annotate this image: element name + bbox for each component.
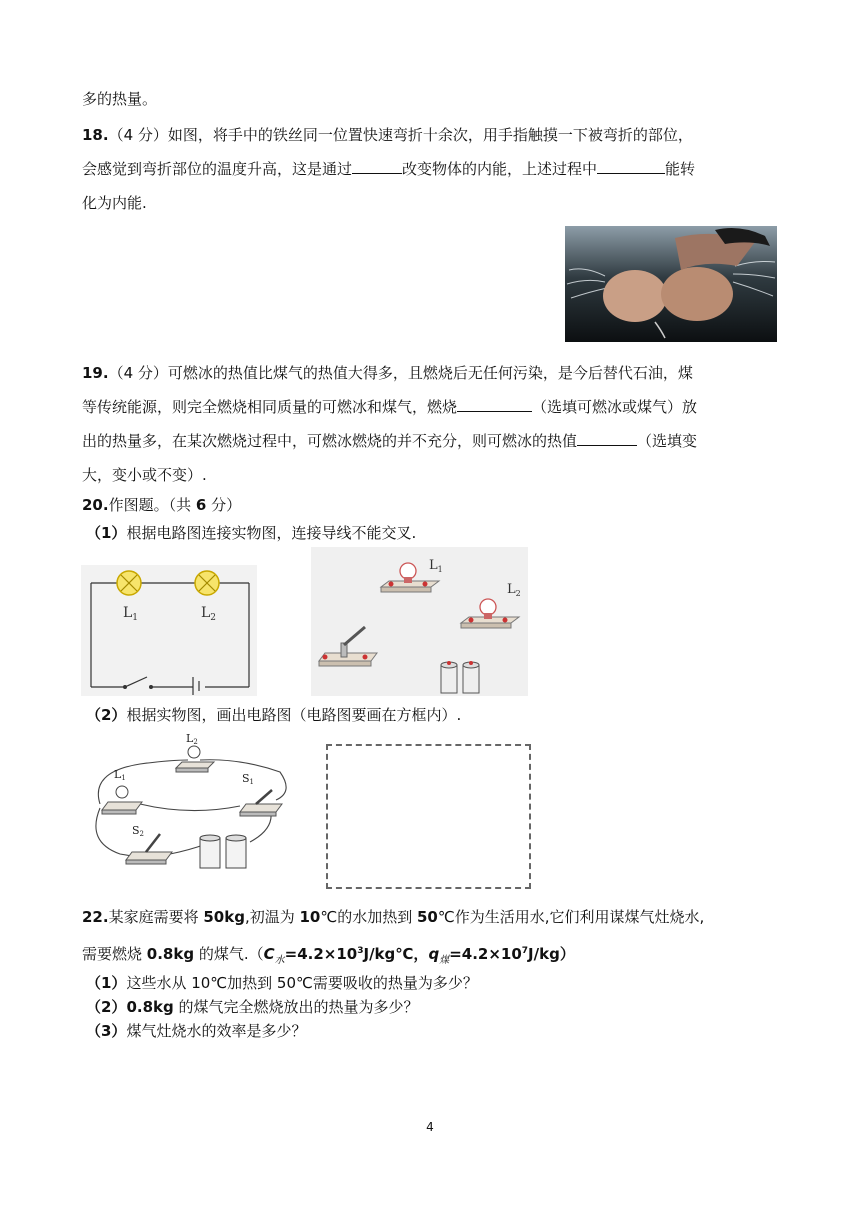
q20-score-a: （共: [168, 496, 196, 514]
q19-number: 19.: [82, 364, 109, 382]
q22-temp-start: 10: [299, 908, 321, 926]
q22-sub1-num: （1）: [86, 974, 127, 992]
q22-text-a: 某家庭需要将: [108, 908, 204, 926]
q19-line2: [82, 396, 697, 418]
bulb-board-l2: [461, 582, 521, 628]
q22-sub1-text: 这些水从 10℃加热到 50℃需要吸收的热量为多少？: [126, 974, 478, 992]
bulb-board-l1: [381, 558, 443, 592]
label-l1: $L_1$: [123, 605, 139, 623]
q18-number: 18.: [82, 126, 109, 144]
q18-line1: [82, 124, 693, 146]
q19-line4: 大，变小或不变）.: [82, 466, 207, 484]
specific-heat-unit: J/kg℃，: [363, 945, 429, 963]
heat-value-sub: 煤: [439, 955, 450, 966]
q19-text: 可燃冰的热值比煤气的热值大得多，且燃烧后无任何污染，是今后替代石油，煤: [167, 364, 693, 382]
hands-bending-wire-photo: [565, 226, 777, 342]
svg-text:S1: S1: [242, 772, 255, 786]
physical-circuit-2: [80, 732, 296, 878]
q20-part1-text: 根据电路图连接实物图，连接导线不能交叉.: [126, 524, 417, 542]
q19-score: （4 分）: [108, 364, 168, 382]
q22-text-g: ℃作为生活用水,它们利用谋煤气灶烧水,: [437, 908, 705, 926]
q22-sub2-text: 的煤气完全燃烧放出的热量为多少？: [173, 998, 419, 1016]
page-number: 4: [426, 1120, 434, 1134]
physical-components-1: [311, 547, 528, 696]
q19-blank-1[interactable]: [457, 397, 532, 412]
q22-sub3: [86, 1020, 306, 1042]
svg-text:L2: L2: [186, 732, 198, 746]
q18-text-a: 会感觉到弯折部位的温度升高，这是通过: [82, 160, 353, 178]
svg-text:L1: $L_1$: [429, 558, 443, 574]
q19-line3: [82, 430, 697, 452]
q18-text: 如图，将手中的铁丝同一位置快速弯折十余次，用手指触摸一下被弯折的部位，: [167, 126, 693, 144]
q20-part2: [86, 704, 461, 726]
svg-text:L2: $L_2$: [507, 582, 521, 598]
q18-blank-1[interactable]: [352, 159, 402, 174]
switch-s1: [240, 772, 282, 816]
q22-mass: 50kg: [203, 908, 245, 926]
q20-title: [82, 494, 241, 516]
svg-text:L1: L1: [114, 768, 126, 782]
q22-gas-mass: 0.8kg: [146, 945, 195, 963]
q18-text-b: 改变物体的内能，上述过程中: [402, 160, 598, 178]
heat-value-value: =4.2×10: [449, 945, 522, 963]
heat-value-symbol: q: [428, 945, 440, 963]
battery-pair: [441, 661, 479, 693]
q22-number: 22.: [82, 908, 109, 926]
q20-score-b: 分）: [206, 496, 242, 514]
bulb-l2-icon: [195, 571, 219, 595]
switch-s2: [126, 824, 172, 864]
q22-sub2: [86, 996, 419, 1018]
q22-text-e: ℃的水加热到: [320, 908, 417, 926]
specific-heat-value: =4.2×10: [284, 945, 358, 963]
q19-text-d: （选填变: [637, 432, 698, 450]
label-l2: $L_2$: [201, 605, 217, 623]
svg-text:S2: S2: [132, 824, 145, 838]
q20-number: 20.: [82, 496, 109, 514]
bulb-l1-icon: [117, 571, 141, 595]
circuit-diagram-1: [81, 565, 257, 696]
q20-part1: [86, 522, 416, 544]
q22-line2: [82, 940, 575, 972]
q20-part1-num: （1）: [86, 524, 127, 542]
q22-text-c: ,初温为: [244, 908, 300, 926]
q20-title-text: 作图题。: [108, 496, 169, 514]
q18-line2: [82, 158, 695, 180]
q22-text-2c: 的煤气.（: [194, 945, 264, 963]
q19-blank-2[interactable]: [577, 431, 637, 446]
q22-sub3-text: 煤气灶烧水的效率是多少？: [126, 1022, 307, 1040]
q22-sub2-num: （2）: [86, 998, 127, 1016]
specific-heat-sub: 水: [274, 955, 285, 966]
heat-value-unit: J/kg）: [528, 945, 575, 963]
q19-line1: [82, 362, 693, 384]
q20-score-num: 6: [195, 496, 207, 514]
q19-text-c: 出的热量多，在某次燃烧过程中，可燃冰燃烧的并不充分，则可燃冰的热值: [82, 432, 578, 450]
knife-switch: [319, 627, 377, 666]
q19-text-b: （选填可燃冰或煤气）放: [532, 398, 698, 416]
battery-pair-2: [200, 835, 246, 868]
bulb-l2-board: [176, 732, 214, 772]
q18-blank-2[interactable]: [597, 159, 665, 174]
q22-sub1: [86, 972, 478, 994]
specific-heat-exp: 3: [357, 946, 364, 956]
q22-sub2-mass: 0.8kg: [126, 998, 174, 1016]
q22-sub3-num: （3）: [86, 1022, 127, 1040]
q18-line3: 化为内能.: [82, 194, 147, 212]
q22-text-2a: 需要燃烧: [82, 945, 147, 963]
q22-temp-end: 50: [417, 908, 438, 926]
q20-part2-text: 根据实物图，画出电路图（电路图要画在方框内）.: [126, 706, 462, 724]
q18-score: （4 分）: [108, 126, 168, 144]
heat-value-exp: 7: [521, 946, 529, 956]
q22-line1: [82, 906, 704, 928]
specific-heat-symbol: C: [263, 945, 275, 963]
q18-text-c: 能转: [665, 160, 696, 178]
q19-text-a: 等传统能源，则完全燃烧相同质量的可燃冰和煤气，燃烧: [82, 398, 458, 416]
answer-drawing-box[interactable]: [326, 744, 531, 889]
q17-tail: 多的热量。: [82, 90, 158, 108]
q20-part2-num: （2）: [86, 706, 127, 724]
